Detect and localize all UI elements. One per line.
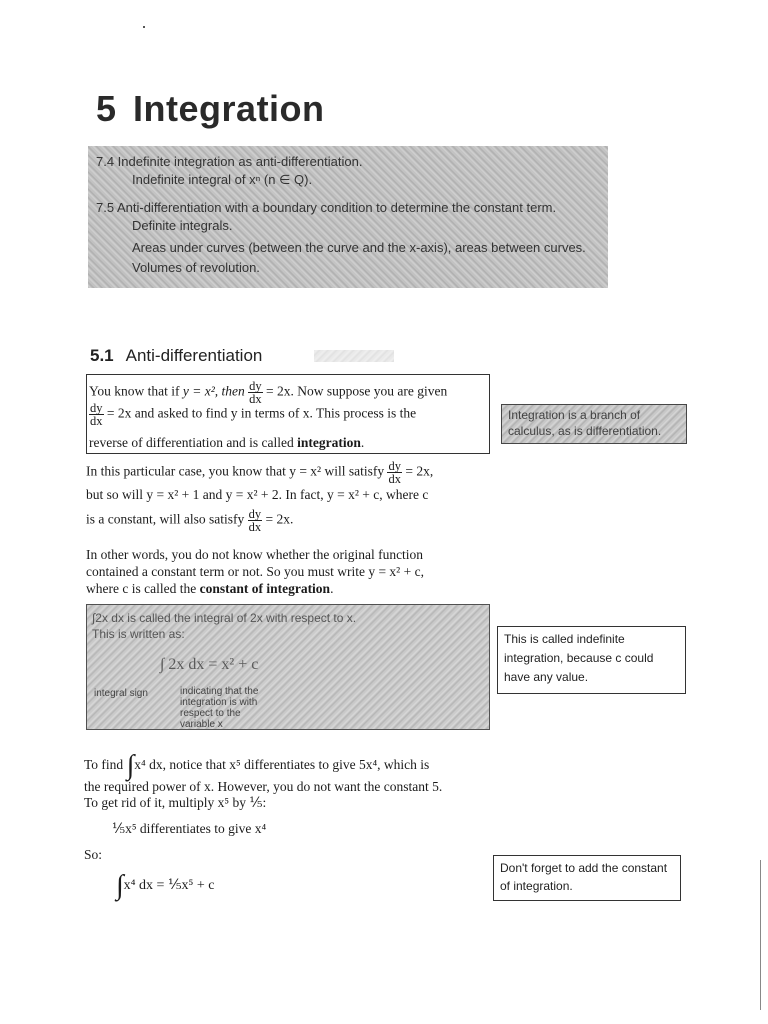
objective-3: 7.5 Anti-differentiation with a boundary condition to determine the constant term. xyxy=(96,200,557,215)
para3-line-4: ⅕x⁵ differentiates to give x⁴ xyxy=(112,821,267,836)
objective-4: Definite integrals. xyxy=(132,218,233,233)
margin-note-branch: Integration is a branch of calculus, as is differentiation. xyxy=(501,404,687,444)
intro-line-3: reverse of differentiation and is called integration. xyxy=(89,435,365,450)
section-heading xyxy=(90,346,262,366)
section-title: Anti-differentiation xyxy=(125,346,263,365)
para1-line-3: is a constant, will also satisfy $\frac{dy}{dx}$ = 2x. xyxy=(86,507,294,534)
intro-line-2: $\frac{dy}{dx}$ = 2x and asked to find y in terms of x. This process is the xyxy=(90,401,417,428)
notation-formula: ∫ 2x dx = x² + c xyxy=(160,656,259,673)
section-heading-shade xyxy=(314,350,394,362)
notation-heading: ∫2x dx is called the integral of 2x with respect to x. xyxy=(92,611,357,625)
para3-result: ∫x⁴ dx = ⅕x⁵ + c xyxy=(116,870,215,901)
integral-sign: ∫ xyxy=(126,750,135,781)
para3-line-3: To get rid of it, multiply x⁵ by ⅕: xyxy=(84,795,267,810)
dy-dx-fraction: $\frac{dy}{dx}$ xyxy=(388,459,401,486)
label-dx: indicating that the integration is with respect to the variable x xyxy=(180,686,259,730)
stray-mark xyxy=(143,26,145,28)
intro-line-1: You know that if y = x², then $\frac{dy}{dx}$ = 2x. Now suppose you are given xyxy=(89,379,448,406)
integral-sign: ∫ xyxy=(116,870,124,901)
margin-note-indefinite: This is called indefinite integration, because c could have any value. xyxy=(497,626,686,694)
chapter-title xyxy=(96,88,325,130)
section-number: 5.1 xyxy=(90,346,114,365)
objective-1: 7.4 Indefinite integration as anti-differentiation. xyxy=(96,154,363,169)
dy-dx-fraction: $\frac{dy}{dx}$ xyxy=(249,379,262,406)
para3-so: So: xyxy=(84,847,103,862)
chapter-name: Integration xyxy=(133,88,325,129)
para2-line-2: contained a constant term or not. So you must write y = x² + c, xyxy=(86,564,424,579)
para3-line-1: To find ∫x⁴ dx, notice that x⁵ differentiates to give 5x⁴, which is xyxy=(84,750,430,781)
objective-6: Volumes of revolution. xyxy=(132,260,260,275)
objective-2: Indefinite integral of xⁿ (n ∈ Q). xyxy=(132,172,313,187)
objective-5: Areas under curves (between the curve and the x-axis), areas between curves. xyxy=(132,240,586,255)
chapter-number: 5 xyxy=(96,88,117,129)
para3-line-2: the required power of x. However, you do not want the constant 5. xyxy=(84,779,443,794)
para1-line-1: In this particular case, you know that y = x² will satisfy $\frac{dy}{dx}$ = 2x, xyxy=(86,459,434,486)
notation-sub: This is written as: xyxy=(92,627,185,641)
dy-dx-fraction: $\frac{dy}{dx}$ xyxy=(90,401,103,428)
scan-edge-line xyxy=(760,860,761,1010)
margin-note-constant: Don't forget to add the constant of integration. xyxy=(493,855,681,901)
para2-line-3: where c is called the constant of integration. xyxy=(86,581,334,596)
dy-dx-fraction: $\frac{dy}{dx}$ xyxy=(248,507,262,534)
para1-line-2: but so will y = x² + 1 and y = x² + 2. In fact, y = x² + c, where c xyxy=(86,487,429,502)
para2-line-1: In other words, you do not know whether the original function xyxy=(86,547,424,562)
label-integral-sign: integral sign xyxy=(94,688,148,699)
